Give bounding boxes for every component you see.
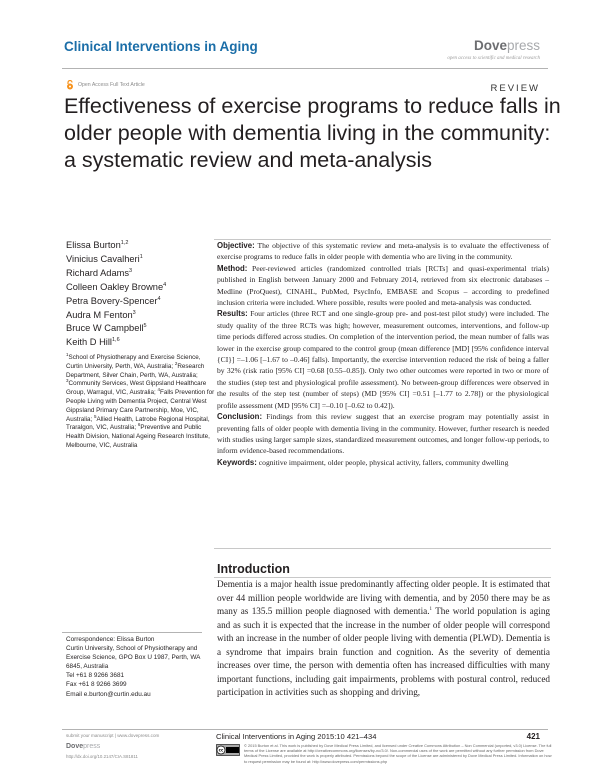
author[interactable]: Colleen Oakley Browne$^4$ bbox=[66, 281, 167, 292]
reference-link[interactable]: 1 bbox=[429, 606, 433, 612]
license-text: © 2015 Burton et al. This work is published by Dove Medical Press Limited, and licensed under Creative Commons Attribution – Non Commercial (unported, v3.0) License. The full terms of the License are available at http://creativecommons.org/licenses/by-nc/3.0/. Non-commercial uses of the work are permitted without any further permission from Dove Medical Press Limited, provided the work is properly attributed. Permissions beyond the scope of the License are administered by Dove Medical Press Limited. Information on how to request permission may be found at: http://www.dovepress.com/permissions.php bbox=[244, 743, 552, 764]
header-rule bbox=[62, 68, 548, 69]
author[interactable]: Petra Bovery-Spencer$^4$ bbox=[66, 295, 161, 306]
abstract-method: Method: Peer-reviewed articles (randomized controlled trials [RCTs] and quasi-experimental trials) published in English between January 2000 and February 2014, retrieved from six electronic databases – Medline (ProQuest), CINAHL, PubMed, PsycInfo, EMBASE and Scopus – according to predefined inclusion criteria were included. Where possible, results were pooled and meta-analysis was conducted. bbox=[217, 263, 549, 308]
doi-link[interactable]: http://dx.doi.org/10.2147/CIA.S81811 bbox=[66, 754, 138, 759]
author[interactable]: Elissa Burton$^{1,2}$ bbox=[66, 239, 129, 250]
publisher-logo bbox=[474, 38, 540, 53]
publisher-tagline: open access to scientific and medical research bbox=[447, 56, 540, 61]
affiliations: $^1$School of Physiotherapy and Exercise Science, Curtin University, Perth, WA, Australia; $^2$Research Department, Silver Chain, Perth, WA, Australia; $^3$Community Services, West Gippsland Healthcare Group, Warragul, VIC, Australia; $^4$Falls Prevention for People Living with Dementia Project, Central West Gippsland Primary Care Partnership, Moe, VIC, Australia; $^5$Allied Health, Latrobe Regional Hospital, Traralgon, VIC, Australia; $^6$Preventive and Public Health Division, National Ageing Research Institute, Melbourne, VIC, Australia bbox=[66, 351, 215, 449]
correspondence: Correspondence: Elissa Burton Curtin University, School of Physiotherapy and Exercise Science, GPO Box U 1987, Perth, WA 6845, Australia Tel +61 8 9266 3681 Fax +61 8 9266 3699 Email e.burton@curtin.edu.au bbox=[66, 635, 216, 699]
svg-text:cc: cc bbox=[218, 747, 224, 753]
publisher-bold: Dove bbox=[473, 38, 507, 53]
author[interactable]: Bruce W Campbell$^5$ bbox=[66, 323, 147, 334]
open-access-icon bbox=[66, 80, 74, 90]
footer-rule bbox=[62, 729, 548, 730]
author[interactable]: Audra M Fenton$^3$ bbox=[66, 309, 136, 320]
footer-publisher-logo: Dovepress bbox=[66, 743, 101, 750]
publisher-light: press bbox=[506, 38, 540, 53]
abstract-conclusion: Conclusion: Findings from this review suggest that an exercise program may potentially assist in preventing falls of older people with dementia living in the community. However, further research is needed with studies using larger sample sizes, standardized measurement outcomes, and longer follow-up periods, to inform evidence-based recommendations. bbox=[217, 412, 549, 456]
article-type: REVIEW bbox=[490, 83, 540, 94]
abstract-results: Results: Four articles (three RCT and one single-group pre- and post-test pilot study) were included. The study quality of the three RCTs was high; however, measurement outcomes, interventions, and follow-up time periods differed across studies. On completion of the intervention period, the mean number of falls was lower in the exercise group compared to the control group (mean difference [MD] [95% confidence interval {CI}] =–1.06 [–1.67 to –0.46] falls). Importantly, the exercise intervention reduced the risk of being a faller by 32% (risk ratio [95% CI] =0.68 [0.55–0.85]). Only two other outcomes were reported in two or more of the studies (step test and physiological profile assessment). No between-group differences were observed in the results of the step test (number of steps) (MD [95% CI] =0.51 [–1.77 to 2.78]) or the physiological profile assessment (MD [95% CI] =–0.10 [–0.62 to 0.42]). bbox=[217, 309, 549, 410]
introduction-heading: Introduction bbox=[217, 562, 290, 576]
author[interactable]: Richard Adams$^3$ bbox=[66, 267, 133, 278]
abstract-keywords: Keywords: cognitive impairment, older people, physical activity, fallers, community dwelling bbox=[217, 457, 509, 467]
abstract bbox=[217, 240, 549, 468]
abstract-bottom-rule bbox=[214, 548, 551, 549]
creative-commons-icon[interactable] bbox=[216, 744, 240, 756]
journal-title[interactable]: Clinical Interventions in Aging bbox=[64, 39, 258, 54]
abstract-objective: Objective: The objective of this systematic review and meta-analysis is to evaluate the effectiveness of exercise programs to reduce falls in older people with dementia who are living in the community. bbox=[217, 241, 549, 262]
open-access-text: Open Access Full Text Article bbox=[78, 82, 145, 88]
submit-link[interactable]: submit your manuscript | www.dovepress.com bbox=[66, 733, 160, 738]
author-list bbox=[66, 239, 166, 350]
correspondence-email[interactable]: Email e.burton@curtin.edu.au bbox=[66, 690, 151, 698]
open-access-label[interactable] bbox=[66, 80, 145, 90]
page-number: 421 bbox=[526, 732, 540, 741]
journal-citation: Clinical Interventions in Aging 2015:10 421–434 bbox=[216, 732, 377, 741]
correspondence-rule bbox=[62, 632, 202, 633]
author[interactable]: Vinicius Cavalheri$^1$ bbox=[66, 253, 143, 264]
article-title: Effectiveness of exercise programs to reduce falls in older people with dementia living in the community: a systematic review and meta-analysis bbox=[64, 94, 561, 172]
author[interactable]: Keith D Hill$^{1,6}$ bbox=[66, 337, 120, 348]
introduction-text: Dementia is a major health issue predominantly affecting older people. It is estimated that over 44 million people worldwide are living with dementia, and by 2050 there may be as many as 135.5 million people diagnosed with dementia.$^1$ The world population is aging and as such it is expected that the increase in the number of older people will correspond with an increase in the number of older people living with dementia (PLWD). Dementia is a syndrome that impairs brain function and cognition. As the severity of dementia increases over time, the person with dementia often has increased difficulties with many important functions, including gait impairments, problems with postural control, reduced participation in activities such as shopping and driving, bbox=[217, 579, 551, 697]
